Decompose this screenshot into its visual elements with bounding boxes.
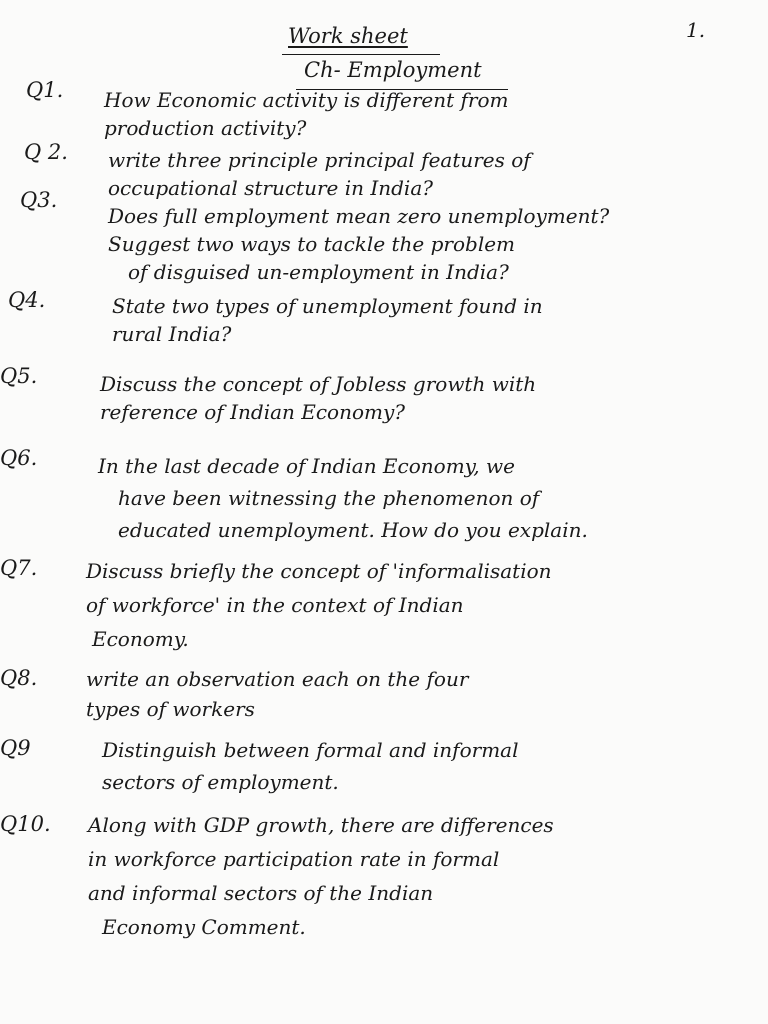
chapter-title: Ch- Employment bbox=[304, 58, 482, 82]
question-label-2: Q 2. bbox=[24, 140, 68, 164]
question-10-line-2: in workforce participation rate in formal bbox=[88, 847, 500, 871]
question-10-line-4: Economy Comment. bbox=[102, 915, 306, 939]
question-3-line-3: of disguised un-employment in India? bbox=[128, 260, 509, 284]
title-underline bbox=[282, 54, 440, 55]
question-text-8 bbox=[86, 664, 468, 724]
question-text-4 bbox=[112, 292, 543, 348]
question-4-line-2: rural India? bbox=[112, 322, 232, 346]
question-6-line-3: educated unemployment. How do you explain. bbox=[118, 518, 588, 542]
question-text-1 bbox=[104, 86, 508, 142]
question-6-line-1: In the last decade of Indian Economy, we bbox=[98, 454, 515, 478]
question-2-line-1: write three principle principal features of bbox=[108, 148, 531, 172]
question-5-line-2: reference of Indian Economy? bbox=[100, 400, 405, 424]
question-label-9: Q9 bbox=[0, 736, 31, 760]
question-text-5 bbox=[100, 370, 536, 426]
question-8-line-2: types of workers bbox=[86, 697, 255, 721]
question-7-line-3: Economy. bbox=[92, 627, 189, 651]
question-7-line-1: Discuss briefly the concept of 'informalisation bbox=[86, 559, 552, 583]
question-text-7 bbox=[86, 554, 552, 656]
question-text-3 bbox=[108, 202, 609, 286]
question-9-line-2: sectors of employment. bbox=[102, 770, 339, 794]
question-10-line-3: and informal sectors of the Indian bbox=[88, 881, 434, 905]
question-10-line-1: Along with GDP growth, there are differences bbox=[88, 813, 554, 837]
page-number: 1. bbox=[686, 18, 706, 42]
question-1-line-2: production activity? bbox=[104, 116, 307, 140]
question-label-10: Q10. bbox=[0, 812, 51, 836]
question-9-line-1: Distinguish between formal and informal bbox=[102, 738, 519, 762]
question-5-line-1: Discuss the concept of Jobless growth with bbox=[100, 372, 537, 396]
question-label-8: Q8. bbox=[0, 666, 38, 690]
question-3-line-1: Does full employment mean zero unemployment? bbox=[108, 204, 610, 228]
worksheet-title: Work sheet bbox=[288, 24, 408, 48]
question-4-line-1: State two types of unemployment found in bbox=[112, 294, 543, 318]
question-text-6 bbox=[98, 450, 588, 546]
question-label-3: Q3. bbox=[20, 188, 58, 212]
question-text-10 bbox=[88, 808, 554, 944]
question-label-1: Q1. bbox=[26, 78, 64, 102]
question-3-line-2: Suggest two ways to tackle the problem bbox=[108, 232, 516, 256]
question-label-7: Q7. bbox=[0, 556, 38, 580]
question-label-6: Q6. bbox=[0, 446, 38, 470]
question-2-line-2: occupational structure in India? bbox=[108, 176, 433, 200]
question-1-line-1: How Economic activity is different from bbox=[104, 88, 509, 112]
question-label-5: Q5. bbox=[0, 364, 38, 388]
question-8-line-1: write an observation each on the four bbox=[86, 667, 469, 691]
question-text-9 bbox=[102, 734, 518, 798]
question-6-line-2: have been witnessing the phenomenon of bbox=[118, 486, 540, 510]
question-label-4: Q4. bbox=[8, 288, 46, 312]
question-text-2 bbox=[108, 146, 531, 202]
question-7-line-2: of workforce' in the context of Indian bbox=[86, 593, 464, 617]
